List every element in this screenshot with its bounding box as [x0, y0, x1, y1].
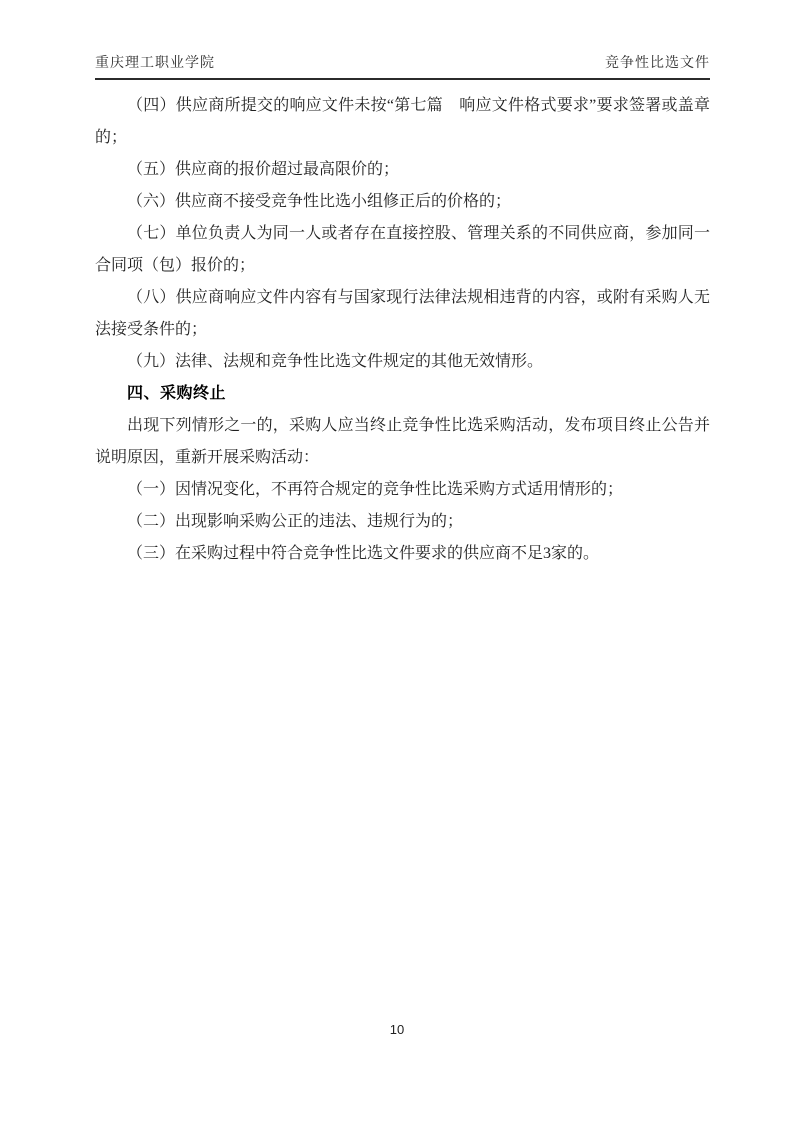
header-right-text: 竞争性比选文件: [605, 56, 710, 71]
document-body: [95, 90, 710, 570]
body-paragraph: （六）供应商不接受竞争性比选小组修正后的价格的；: [127, 193, 512, 210]
page-header: [95, 52, 710, 72]
body-paragraph: （一）因情况变化，不再符合规定的竞争性比选采购方式适用情形的；: [127, 481, 624, 498]
body-paragraph: （四）供应商所提交的响应文件未按“第七篇 响应文件格式要求”要求签署或盖章的；: [95, 97, 710, 146]
header-left-text: 重庆理工职业学院: [95, 56, 215, 71]
body-paragraph: （二）出现影响采购公正的违法、违规行为的；: [127, 513, 464, 530]
section-heading: 四、采购终止: [127, 385, 227, 402]
body-paragraph: （七）单位负责人为同一人或者存在直接控股、管理关系的不同供应商，参加同一合同项（包）报价的；: [95, 225, 710, 274]
body-paragraph: （五）供应商的报价超过最高限价的；: [127, 161, 400, 178]
page-number: 10: [389, 1022, 405, 1037]
header-divider: [95, 78, 710, 80]
body-paragraph: （三）在采购过程中符合竞争性比选文件要求的供应商不足3家的。: [127, 545, 600, 562]
body-paragraph: 出现下列情形之一的，采购人应当终止竞争性比选采购活动，发布项目终止公告并说明原因，重新开展采购活动：: [95, 417, 710, 466]
body-paragraph: （八）供应商响应文件内容有与国家现行法律法规相违背的内容，或附有采购人无法接受条件的；: [95, 289, 710, 338]
body-paragraph: （九）法律、法规和竞争性比选文件规定的其他无效情形。: [127, 353, 544, 370]
